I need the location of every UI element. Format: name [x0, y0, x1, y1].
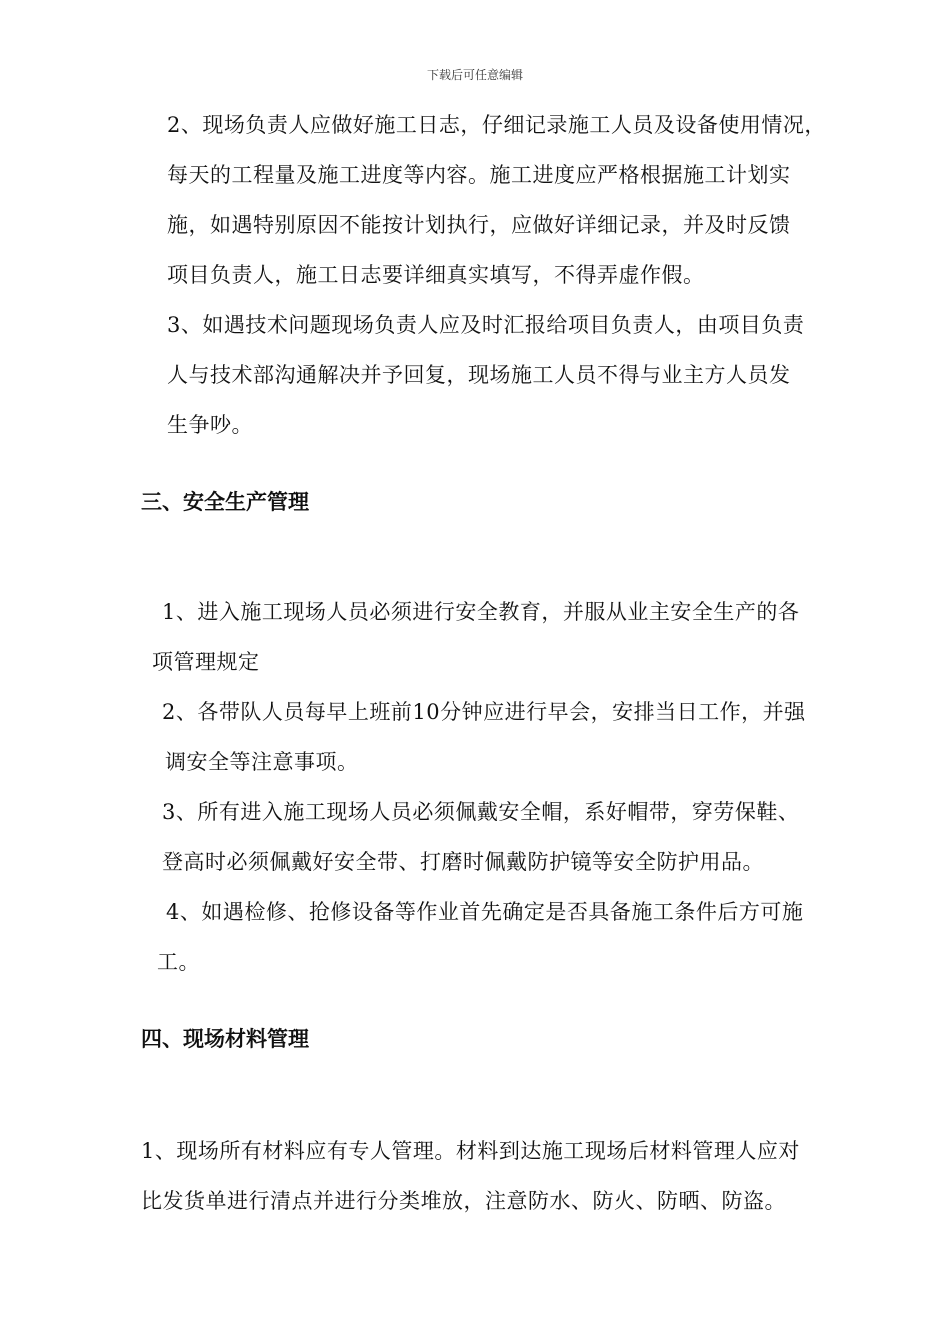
page-header: 下载后可任意编辑 — [426, 68, 523, 82]
paragraph-line: 工。 — [157, 950, 200, 974]
paragraph-line: 3、所有进入施工现场人员必须佩戴安全帽，系好帽带，穿劳保鞋、 — [162, 800, 800, 824]
paragraph-line: 人与技术部沟通解决并予回复，现场施工人员不得与业主方人员发 — [167, 363, 791, 387]
paragraph-line: 项目负责人，施工日志要详细真实填写，不得弄虚作假。 — [167, 263, 705, 287]
paragraph-line: 2、现场负责人应做好施工日志，仔细记录施工人员及设备使用情况， — [167, 113, 826, 137]
paragraph-line: 登高时必须佩戴好安全带、打磨时佩戴防护镜等安全防护用品。 — [162, 850, 764, 874]
section-heading: 四、现场材料管理 — [141, 1027, 309, 1051]
paragraph-line: 1、进入施工现场人员必须进行安全教育，并服从业主安全生产的各 — [162, 600, 800, 624]
paragraph-line: 生争吵。 — [167, 413, 253, 437]
paragraph-line: 施，如遇特别原因不能按计划执行，应做好详细记录，并及时反馈 — [167, 213, 791, 237]
paragraph-line: 2、各带队人员每早上班前10分钟应进行早会，安排当日工作，并强 — [162, 700, 806, 724]
paragraph-line: 每天的工程量及施工进度等内容。施工进度应严格根据施工计划实 — [167, 163, 791, 187]
paragraph-line: 3、如遇技术问题现场负责人应及时汇报给项目负责人，由项目负责 — [167, 313, 805, 337]
paragraph-line: 项管理规定 — [152, 650, 260, 674]
paragraph-line: 4、如遇检修、抢修设备等作业首先确定是否具备施工条件后方可施 — [166, 900, 804, 924]
paragraph-line: 比发货单进行清点并进行分类堆放，注意防水、防火、防晒、防盗。 — [141, 1189, 786, 1213]
paragraph-line: 调安全等注意事项。 — [165, 750, 359, 774]
section-heading: 三、安全生产管理 — [141, 490, 309, 514]
paragraph-line: 1、现场所有材料应有专人管理。材料到达施工现场后材料管理人应对 — [141, 1139, 800, 1163]
